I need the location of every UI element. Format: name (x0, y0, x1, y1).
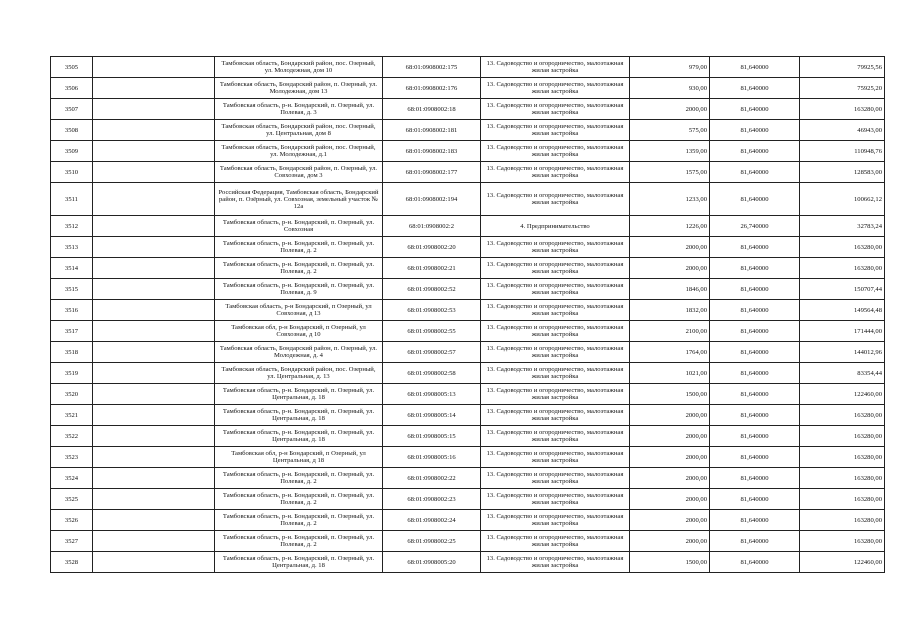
address-cell: Тамбовская область, Бондарский район, п. Озерный, ул. Совхозная, дом 3 (215, 162, 383, 183)
rate-cell: 81,640000 (710, 405, 800, 426)
area-cell: 1226,00 (630, 216, 710, 237)
cadastral-value-cell: 163280,00 (800, 237, 885, 258)
row-number: 3522 (51, 426, 93, 447)
address-cell: Тамбовская область, р-н. Бондарский, п. Озерный, ул. Центральная, д. 18 (215, 384, 383, 405)
rate-cell: 81,640000 (710, 531, 800, 552)
row-number: 3511 (51, 183, 93, 216)
cadastral-value-cell: 75925,20 (800, 78, 885, 99)
rate-cell: 81,640000 (710, 426, 800, 447)
row-number: 3519 (51, 363, 93, 384)
cadastral-value-cell: 79925,56 (800, 57, 885, 78)
cadastral-number-cell: 68:01:0908002:25 (383, 531, 481, 552)
row-number: 3528 (51, 552, 93, 573)
empty-cell (93, 342, 215, 363)
table-row (51, 384, 885, 405)
land-use-cell: 13. Садоводство и огородничество, малоэтажная жилая застройка (481, 468, 630, 489)
table-row (51, 405, 885, 426)
table-row (51, 489, 885, 510)
empty-cell (93, 531, 215, 552)
rate-cell: 26,740000 (710, 216, 800, 237)
rate-cell: 81,640000 (710, 384, 800, 405)
row-number: 3515 (51, 279, 93, 300)
land-use-cell: 13. Садоводство и огородничество, малоэтажная жилая застройка (481, 447, 630, 468)
rate-cell: 81,640000 (710, 342, 800, 363)
address-cell: Тамбовская область, р-н. Бондарский, п. Озерный, ул. Полевая, д. 2 (215, 510, 383, 531)
cadastral-number-cell: 68:01:0908002:55 (383, 321, 481, 342)
empty-cell (93, 99, 215, 120)
area-cell: 1846,00 (630, 279, 710, 300)
rate-cell: 81,640000 (710, 99, 800, 120)
table-row (51, 57, 885, 78)
land-use-cell: 13. Садоводство и огородничество, малоэтажная жилая застройка (481, 57, 630, 78)
area-cell: 2000,00 (630, 426, 710, 447)
empty-cell (93, 162, 215, 183)
table-row (51, 183, 885, 216)
address-cell: Российская Федерация, Тамбовская область, Бондарский район, п. Озёрный, ул. Совхозная, земельный участок № 12а (215, 183, 383, 216)
rate-cell: 81,640000 (710, 258, 800, 279)
address-cell: Тамбовская область, Бондарский район, п. Озерный, ул. Молодежная, дом 13 (215, 78, 383, 99)
row-number: 3510 (51, 162, 93, 183)
land-register-table (50, 56, 885, 573)
address-cell: Тамбовская область, р-н. Бондарский, п. Озерный, ул. Полевая, д. 2 (215, 258, 383, 279)
cadastral-number-cell: 68:01:0908002:183 (383, 141, 481, 162)
land-use-cell: 13. Садоводство и огородничество, малоэтажная жилая застройка (481, 237, 630, 258)
empty-cell (93, 321, 215, 342)
table-row (51, 447, 885, 468)
land-use-cell: 4. Предпринимательство (481, 216, 630, 237)
cadastral-value-cell: 144012,96 (800, 342, 885, 363)
table-row (51, 510, 885, 531)
area-cell: 2000,00 (630, 489, 710, 510)
cadastral-number-cell: 68:01:0908002:181 (383, 120, 481, 141)
cadastral-number-cell: 68:01:0908002:194 (383, 183, 481, 216)
area-cell: 1764,00 (630, 342, 710, 363)
land-use-cell: 13. Садоводство и огородничество, малоэтажная жилая застройка (481, 405, 630, 426)
cadastral-number-cell: 68:01:0908002:22 (383, 468, 481, 489)
cadastral-value-cell: 163280,00 (800, 447, 885, 468)
land-use-cell: 13. Садоводство и огородничество, малоэтажная жилая застройка (481, 162, 630, 183)
cadastral-value-cell: 46943,00 (800, 120, 885, 141)
cadastral-number-cell: 68:01:0908005:14 (383, 405, 481, 426)
cadastral-number-cell: 68:01:0908005:20 (383, 552, 481, 573)
rate-cell: 81,640000 (710, 279, 800, 300)
row-number: 3527 (51, 531, 93, 552)
row-number: 3513 (51, 237, 93, 258)
land-use-cell: 13. Садоводство и огородничество, малоэтажная жилая застройка (481, 141, 630, 162)
table-row (51, 300, 885, 321)
row-number: 3526 (51, 510, 93, 531)
address-cell: Тамбовская обл, р-н Бондарский, п Озерный, ул Центральная, д 18 (215, 447, 383, 468)
address-cell: Тамбовская область, р-н Бондарский, п Озерный, ул Совхозная, д 13 (215, 300, 383, 321)
address-cell: Тамбовская область, Бондарский район, пос. Озерный, ул. Центральная, д. 13 (215, 363, 383, 384)
land-use-cell: 13. Садоводство и огородничество, малоэтажная жилая застройка (481, 552, 630, 573)
empty-cell (93, 426, 215, 447)
rate-cell: 81,640000 (710, 78, 800, 99)
address-cell: Тамбовская область, р-н. Бондарский, п. Озерный, ул. Полевая, д. 2 (215, 237, 383, 258)
area-cell: 1233,00 (630, 183, 710, 216)
rate-cell: 81,640000 (710, 120, 800, 141)
row-number: 3506 (51, 78, 93, 99)
area-cell: 575,00 (630, 120, 710, 141)
address-cell: Тамбовская область, Бондарский район, п. Озерный, ул. Молодежная, д. 4 (215, 342, 383, 363)
land-use-cell: 13. Садоводство и огородничество, малоэтажная жилая застройка (481, 363, 630, 384)
cadastral-number-cell: 68:01:0908002:2 (383, 216, 481, 237)
address-cell: Тамбовская обл, р-н Бондарский, п Озерный, ул Совхозная, д 10 (215, 321, 383, 342)
cadastral-value-cell: 150707,44 (800, 279, 885, 300)
rate-cell: 81,640000 (710, 510, 800, 531)
area-cell: 2000,00 (630, 447, 710, 468)
rate-cell: 81,640000 (710, 300, 800, 321)
address-cell: Тамбовская область, р-н. Бондарский, п. Озерный, ул. Полевая, д. 9 (215, 279, 383, 300)
land-use-cell: 13. Садоводство и огородничество, малоэтажная жилая застройка (481, 510, 630, 531)
empty-cell (93, 141, 215, 162)
rate-cell: 81,640000 (710, 57, 800, 78)
cadastral-value-cell: 128583,00 (800, 162, 885, 183)
cadastral-number-cell: 68:01:0908002:18 (383, 99, 481, 120)
cadastral-value-cell: 83354,44 (800, 363, 885, 384)
land-use-cell: 13. Садоводство и огородничество, малоэтажная жилая застройка (481, 321, 630, 342)
table-row (51, 321, 885, 342)
land-use-cell: 13. Садоводство и огородничество, малоэтажная жилая застройка (481, 531, 630, 552)
area-cell: 2000,00 (630, 531, 710, 552)
land-use-cell: 13. Садоводство и огородничество, малоэтажная жилая застройка (481, 258, 630, 279)
table-row (51, 216, 885, 237)
cadastral-value-cell: 122460,00 (800, 552, 885, 573)
empty-cell (93, 552, 215, 573)
table-row (51, 141, 885, 162)
cadastral-value-cell: 110948,76 (800, 141, 885, 162)
cadastral-value-cell: 149564,48 (800, 300, 885, 321)
table-row (51, 426, 885, 447)
empty-cell (93, 300, 215, 321)
empty-cell (93, 363, 215, 384)
cadastral-number-cell: 68:01:0908002:58 (383, 363, 481, 384)
row-number: 3525 (51, 489, 93, 510)
rate-cell: 81,640000 (710, 162, 800, 183)
empty-cell (93, 183, 215, 216)
empty-cell (93, 384, 215, 405)
area-cell: 2000,00 (630, 510, 710, 531)
area-cell: 1359,00 (630, 141, 710, 162)
address-cell: Тамбовская область, р-н. Бондарский, п. Озерный, ул. Совхозная (215, 216, 383, 237)
row-number: 3521 (51, 405, 93, 426)
table-row (51, 468, 885, 489)
area-cell: 930,00 (630, 78, 710, 99)
area-cell: 2000,00 (630, 405, 710, 426)
empty-cell (93, 405, 215, 426)
rate-cell: 81,640000 (710, 321, 800, 342)
cadastral-number-cell: 68:01:0908002:53 (383, 300, 481, 321)
area-cell: 1021,00 (630, 363, 710, 384)
empty-cell (93, 237, 215, 258)
row-number: 3514 (51, 258, 93, 279)
row-number: 3512 (51, 216, 93, 237)
empty-cell (93, 279, 215, 300)
table-row (51, 162, 885, 183)
land-use-cell: 13. Садоводство и огородничество, малоэтажная жилая застройка (481, 78, 630, 99)
cadastral-value-cell: 163280,00 (800, 489, 885, 510)
cadastral-number-cell: 68:01:0908005:16 (383, 447, 481, 468)
rate-cell: 81,640000 (710, 489, 800, 510)
address-cell: Тамбовская область, р-н. Бондарский, п. Озерный, ул. Полевая, д. 2 (215, 468, 383, 489)
row-number: 3523 (51, 447, 93, 468)
area-cell: 2100,00 (630, 321, 710, 342)
land-use-cell: 13. Садоводство и огородничество, малоэтажная жилая застройка (481, 120, 630, 141)
land-use-cell: 13. Садоводство и огородничество, малоэтажная жилая застройка (481, 300, 630, 321)
rate-cell: 81,640000 (710, 363, 800, 384)
table-row (51, 258, 885, 279)
address-cell: Тамбовская область, Бондарский район, пос. Озерный, ул. Центральная, дом 8 (215, 120, 383, 141)
rate-cell: 81,640000 (710, 468, 800, 489)
rate-cell: 81,640000 (710, 552, 800, 573)
rate-cell: 81,640000 (710, 141, 800, 162)
row-number: 3507 (51, 99, 93, 120)
empty-cell (93, 216, 215, 237)
area-cell: 2000,00 (630, 258, 710, 279)
area-cell: 2000,00 (630, 468, 710, 489)
table-row (51, 363, 885, 384)
empty-cell (93, 447, 215, 468)
row-number: 3517 (51, 321, 93, 342)
empty-cell (93, 120, 215, 141)
row-number: 3508 (51, 120, 93, 141)
cadastral-number-cell: 68:01:0908002:21 (383, 258, 481, 279)
cadastral-value-cell: 171444,00 (800, 321, 885, 342)
cadastral-value-cell: 163280,00 (800, 510, 885, 531)
row-number: 3505 (51, 57, 93, 78)
address-cell: Тамбовская область, Бондарский район, пос. Озерный, ул. Молодежная, д.1 (215, 141, 383, 162)
area-cell: 1575,00 (630, 162, 710, 183)
cadastral-value-cell: 32783,24 (800, 216, 885, 237)
area-cell: 2000,00 (630, 99, 710, 120)
cadastral-value-cell: 122460,00 (800, 384, 885, 405)
table-row (51, 120, 885, 141)
cadastral-number-cell: 68:01:0908002:175 (383, 57, 481, 78)
cadastral-value-cell: 163280,00 (800, 468, 885, 489)
row-number: 3509 (51, 141, 93, 162)
address-cell: Тамбовская область, р-н. Бондарский, п. Озерный, ул. Центральная, д. 18 (215, 405, 383, 426)
cadastral-number-cell: 68:01:0908005:13 (383, 384, 481, 405)
empty-cell (93, 57, 215, 78)
land-use-cell: 13. Садоводство и огородничество, малоэтажная жилая застройка (481, 342, 630, 363)
empty-cell (93, 468, 215, 489)
cadastral-number-cell: 68:01:0908002:20 (383, 237, 481, 258)
row-number: 3520 (51, 384, 93, 405)
cadastral-number-cell: 68:01:0908002:52 (383, 279, 481, 300)
cadastral-number-cell: 68:01:0908002:176 (383, 78, 481, 99)
rate-cell: 81,640000 (710, 237, 800, 258)
address-cell: Тамбовская область, р-н. Бондарский, п. Озерный, ул. Полевая, д. 2 (215, 489, 383, 510)
row-number: 3518 (51, 342, 93, 363)
table-row (51, 78, 885, 99)
land-use-cell: 13. Садоводство и огородничество, малоэтажная жилая застройка (481, 384, 630, 405)
area-cell: 1500,00 (630, 384, 710, 405)
table-row (51, 279, 885, 300)
table-row (51, 237, 885, 258)
address-cell: Тамбовская область, р-н. Бондарский, п. Озерный, ул. Центральная, д. 18 (215, 552, 383, 573)
rate-cell: 81,640000 (710, 183, 800, 216)
land-use-cell: 13. Садоводство и огородничество, малоэтажная жилая застройка (481, 279, 630, 300)
cadastral-number-cell: 68:01:0908002:24 (383, 510, 481, 531)
cadastral-number-cell: 68:01:0908002:57 (383, 342, 481, 363)
land-use-cell: 13. Садоводство и огородничество, малоэтажная жилая застройка (481, 489, 630, 510)
land-use-cell: 13. Садоводство и огородничество, малоэтажная жилая застройка (481, 426, 630, 447)
address-cell: Тамбовская область, р-н. Бондарский, п. Озерный, ул. Центральная, д. 18 (215, 426, 383, 447)
cadastral-value-cell: 100662,12 (800, 183, 885, 216)
empty-cell (93, 78, 215, 99)
table-body (51, 57, 885, 573)
empty-cell (93, 489, 215, 510)
address-cell: Тамбовская область, Бондарский район, пос. Озерный, ул. Молодежная, дом 10 (215, 57, 383, 78)
empty-cell (93, 510, 215, 531)
empty-cell (93, 258, 215, 279)
area-cell: 1500,00 (630, 552, 710, 573)
address-cell: Тамбовская область, р-н. Бондарский, п. Озерный, ул. Полевая, д. 2 (215, 531, 383, 552)
cadastral-value-cell: 163280,00 (800, 426, 885, 447)
cadastral-value-cell: 163280,00 (800, 405, 885, 426)
cadastral-number-cell: 68:01:0908002:177 (383, 162, 481, 183)
cadastral-value-cell: 163280,00 (800, 531, 885, 552)
table-row (51, 342, 885, 363)
area-cell: 1832,00 (630, 300, 710, 321)
cadastral-value-cell: 163280,00 (800, 258, 885, 279)
land-use-cell: 13. Садоводство и огородничество, малоэтажная жилая застройка (481, 99, 630, 120)
row-number: 3516 (51, 300, 93, 321)
table-row (51, 99, 885, 120)
area-cell: 979,00 (630, 57, 710, 78)
cadastral-value-cell: 163280,00 (800, 99, 885, 120)
table-row (51, 552, 885, 573)
area-cell: 2000,00 (630, 237, 710, 258)
address-cell: Тамбовская область, р-н. Бондарский, п. Озерный, ул. Полевая, д. 3 (215, 99, 383, 120)
cadastral-number-cell: 68:01:0908005:15 (383, 426, 481, 447)
land-use-cell: 13. Садоводство и огородничество, малоэтажная жилая застройка (481, 183, 630, 216)
table-row (51, 531, 885, 552)
rate-cell: 81,640000 (710, 447, 800, 468)
cadastral-number-cell: 68:01:0908002:23 (383, 489, 481, 510)
row-number: 3524 (51, 468, 93, 489)
